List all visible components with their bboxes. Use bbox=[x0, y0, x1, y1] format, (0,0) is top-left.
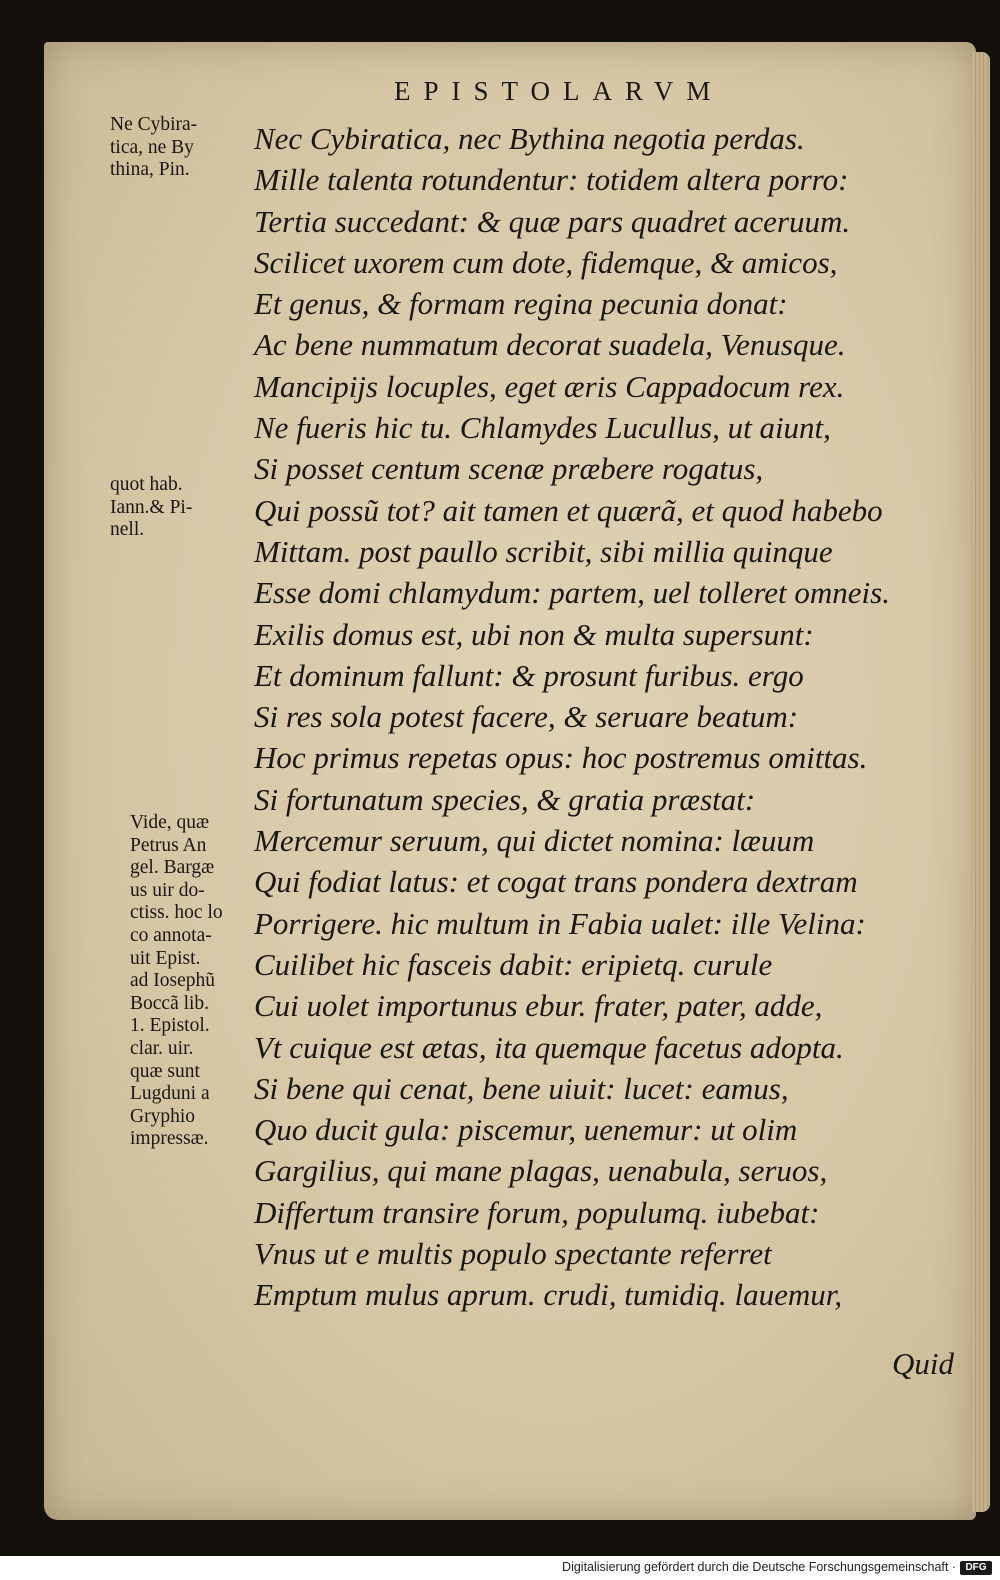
verse-line: Esse domi chlamydum: partem, uel tolleret omneis. bbox=[254, 575, 890, 611]
verse-line: Quo ducit gula: piscemur, uenemur: ut olim bbox=[254, 1112, 798, 1148]
page-fore-edge bbox=[972, 52, 990, 1512]
verse-line: Cuilibet hic fasceis dabit: eripietq. curule bbox=[254, 946, 773, 982]
verse-line: Ne fueris hic tu. Chlamydes Lucullus, ut aiunt, bbox=[254, 410, 831, 446]
marginal-note-line: Boccã lib. bbox=[130, 992, 210, 1014]
verse-line: Scilicet uxorem cum dote, fidemque, & amicos, bbox=[254, 244, 838, 280]
dfg-logo-icon: DFG bbox=[960, 1561, 992, 1575]
marginal-note-line: Ne Cybira- bbox=[110, 114, 198, 135]
verse-line: Et dominum fallunt: & prosunt furibus. ergo bbox=[254, 657, 804, 693]
verse-line: Vt cuique est ætas, ita quemque facetus adopta. bbox=[254, 1029, 844, 1065]
verse-line: Qui fodiat latus: et cogat trans pondera dextram bbox=[254, 864, 858, 900]
marginal-note-line: tica, ne By bbox=[110, 136, 194, 158]
verse-line: Differtum transire forum, populumq. iubebat: bbox=[254, 1194, 820, 1230]
digitization-footer bbox=[0, 1556, 1000, 1580]
verse-line: Si bene qui cenat, bene uiuit: lucet: eamus, bbox=[254, 1070, 789, 1106]
marginal-note-1 bbox=[110, 114, 197, 182]
marginal-note-line: Vide, quæ bbox=[130, 812, 209, 833]
verse-line: Tertia succedant: & quæ pars quadret aceruum. bbox=[254, 203, 851, 239]
verse-line: Vnus ut e multis populo spectante referret bbox=[254, 1236, 772, 1272]
verse-line: Et genus, & formam regina pecunia donat: bbox=[254, 286, 788, 322]
book-page bbox=[44, 42, 976, 1520]
marginal-note-3 bbox=[130, 812, 223, 1151]
marginal-note-line: clar. uir. bbox=[130, 1037, 194, 1059]
verse-line: Mittam. post paullo scribit, sibi millia quinque bbox=[254, 533, 833, 569]
verse-line: Mancipijs locuples, eget æris Cappadocum rex. bbox=[254, 368, 845, 404]
verse-line: Qui possũ tot? ait tamen et quærã, et quod habebo bbox=[254, 492, 883, 528]
verse-line: Mille talenta rotundentur: totidem altera porro: bbox=[254, 162, 849, 198]
funding-notice: Digitalisierung gefördert durch die Deutsche Forschungsgemeinschaft · bbox=[562, 1560, 956, 1574]
marginal-note-line: Petrus An bbox=[130, 834, 207, 856]
verse-line: Mercemur seruum, qui dictet nomina: læuum bbox=[254, 823, 815, 859]
marginal-note-line: thina, Pin. bbox=[110, 159, 190, 181]
marginal-note-line: impressæ. bbox=[130, 1128, 209, 1150]
marginal-note-line: nell. bbox=[110, 519, 145, 541]
verse-text-block bbox=[254, 118, 964, 1316]
verse-line: Si fortunatum species, & gratia præstat: bbox=[254, 781, 756, 817]
verse-line: Hoc primus repetas opus: hoc postremus omittas. bbox=[254, 740, 868, 776]
marginal-note-line: co annota- bbox=[130, 924, 212, 946]
marginal-note-line: ad Iosephũ bbox=[130, 970, 216, 992]
marginal-note-line: us uir do- bbox=[130, 879, 205, 901]
running-head: EPISTOLARVM bbox=[394, 76, 724, 106]
marginal-note-line: gel. Bargæ bbox=[130, 857, 215, 879]
verse-line: Ac bene nummatum decorat suadela, Venusque. bbox=[254, 327, 846, 363]
verse-line: Emptum mulus aprum. crudi, tumidiq. lauemur, bbox=[254, 1277, 843, 1313]
verse-line: Exilis domus est, ubi non & multa supersunt: bbox=[254, 616, 814, 652]
verse-line: Si posset centum scenæ præbere rogatus, bbox=[254, 451, 764, 487]
marginal-note-line: Gryphio bbox=[130, 1105, 195, 1127]
marginal-note-line: quot hab. bbox=[110, 474, 183, 495]
marginal-note-line: uit Epist. bbox=[130, 947, 201, 969]
marginal-note-line: 1. Epistol. bbox=[130, 1015, 210, 1037]
verse-line: Nec Cybiratica, nec Bythina negotia perdas. bbox=[254, 121, 805, 156]
marginal-note-2 bbox=[110, 474, 192, 542]
marginal-note-line: ctiss. hoc lo bbox=[130, 902, 223, 924]
verse-line: Si res sola potest facere, & seruare beatum: bbox=[254, 699, 799, 735]
marginal-note-line: quæ sunt bbox=[130, 1060, 200, 1082]
verse-line: Porrigere. hic multum in Fabia ualet: ille Velina: bbox=[254, 905, 866, 941]
catchword: Quid bbox=[892, 1346, 954, 1381]
marginal-note-line: Iann.& Pi- bbox=[110, 496, 193, 518]
marginal-note-line: Lugduni a bbox=[130, 1083, 210, 1105]
verse-line: Gargilius, qui mane plagas, uenabula, seruos, bbox=[254, 1153, 828, 1189]
verse-line: Cui uolet importunus ebur. frater, pater, adde, bbox=[254, 988, 823, 1024]
